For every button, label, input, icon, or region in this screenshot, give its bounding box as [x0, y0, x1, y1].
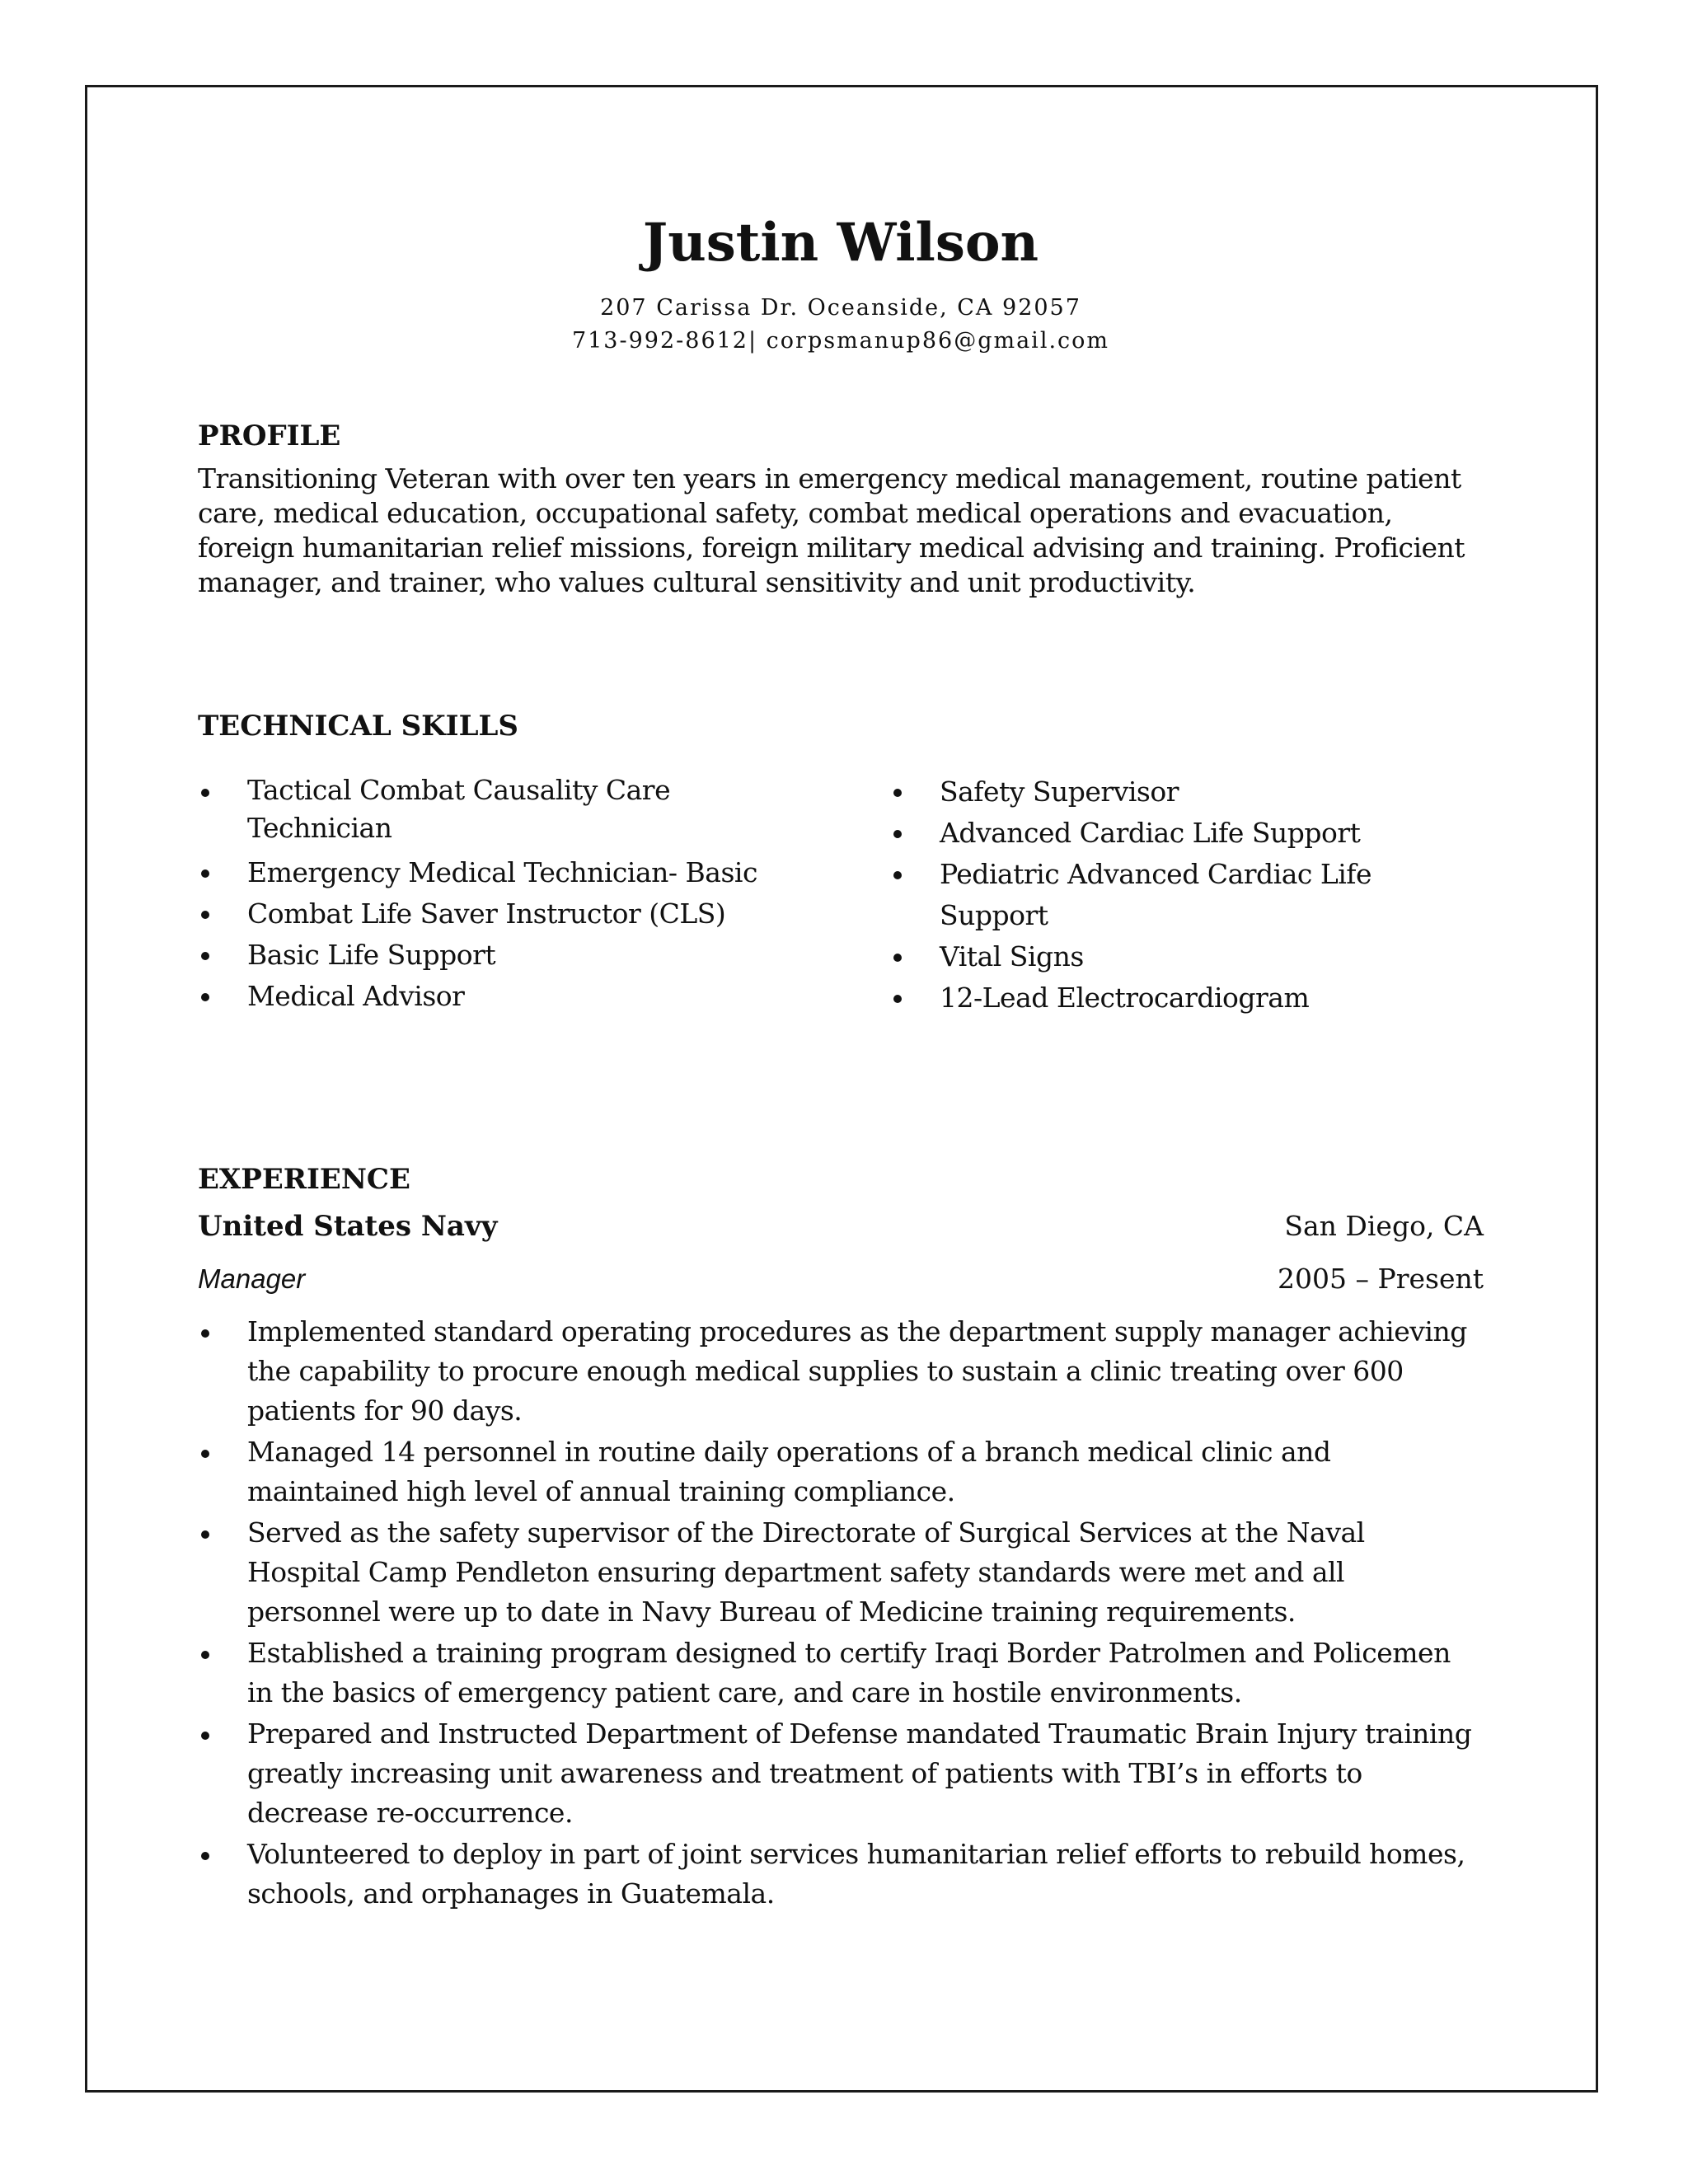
job-dates: 2005 – Present	[1278, 1263, 1484, 1295]
skill-item: Tactical Combat Causality Care Technician	[198, 771, 701, 847]
experience-heading: EXPERIENCE	[198, 1163, 410, 1196]
skill-item: Emergency Medical Technician- Basic	[198, 852, 890, 893]
phone-email: 713-992-8612| corpsmanup86@gmail.com	[571, 328, 1110, 354]
resume-content	[198, 206, 1484, 1915]
job-bullet: Prepared and Instructed Department of Defense mandated Traumatic Brain Injury training greatly increasing unit awareness and treatment of patients with TBI’s in efforts to decrease re-occurrence.	[198, 1714, 1484, 1833]
skills-list-right	[890, 771, 1484, 1019]
skills-grid	[198, 771, 1484, 1019]
job-bullet: Served as the safety supervisor of the Directorate of Surgical Services at the Naval Hospital Camp Pendleton ensuring department safety standards were met and all personnel were up to date in Navy Bureau of Medicine training requirements.	[198, 1513, 1484, 1632]
job-role: Manager	[198, 1263, 306, 1294]
job-bullet: Managed 14 personnel in routine daily operations of a branch medical clinic and maintained high level of annual training compliance.	[198, 1432, 1484, 1511]
skill-item: Pediatric Advanced Cardiac Life Support	[890, 854, 1484, 936]
job-role-row	[198, 1253, 1484, 1305]
profile-heading: PROFILE	[198, 419, 341, 452]
job-entry	[198, 1200, 1484, 1914]
job-bullet: Established a training program designed to certify Iraqi Border Patrolmen and Policemen in the basics of emergency patient care, and care in hostile environments.	[198, 1633, 1484, 1713]
profile-text: Transitioning Veteran with over ten years in emergency medical management, routine patient care, medical education, occupational safety, combat medical operations and evacuation, foreign humanitarian relief missions, foreign military medical advising and training. Proficient manager, and trainer, who values cultural sensitivity and unit productivity.	[198, 462, 1465, 598]
address: 207 Carissa Dr. Oceanside, CA 92057	[600, 295, 1081, 321]
skill-item: Safety Supervisor	[890, 771, 1484, 813]
job-bullets	[198, 1312, 1484, 1914]
skill-item: Basic Life Support	[198, 935, 890, 976]
job-bullet: Implemented standard operating procedures as the department supply manager achieving the capability to procure enough medical supplies to sustain a clinic treating over 600 patients for 90 days.	[198, 1312, 1484, 1431]
skill-item: Combat Life Saver Instructor (CLS)	[198, 893, 890, 935]
technical-skills-heading: TECHNICAL SKILLS	[198, 710, 518, 743]
skill-item: Vital Signs	[890, 936, 1484, 977]
job-bullet: Volunteered to deploy in part of joint services humanitarian relief efforts to rebuild homes, schools, and orphanages in Guatemala.	[198, 1835, 1484, 1914]
skill-item: Medical Advisor	[198, 976, 890, 1017]
job-header-row	[198, 1200, 1484, 1253]
candidate-name: Justin Wilson	[642, 212, 1039, 274]
job-location: San Diego, CA	[1284, 1210, 1484, 1242]
skill-item: Advanced Cardiac Life Support	[890, 813, 1484, 854]
skills-list-left	[198, 771, 890, 1019]
job-organization: United States Navy	[198, 1210, 498, 1243]
skill-item: 12-Lead Electrocardiogram	[890, 977, 1484, 1019]
